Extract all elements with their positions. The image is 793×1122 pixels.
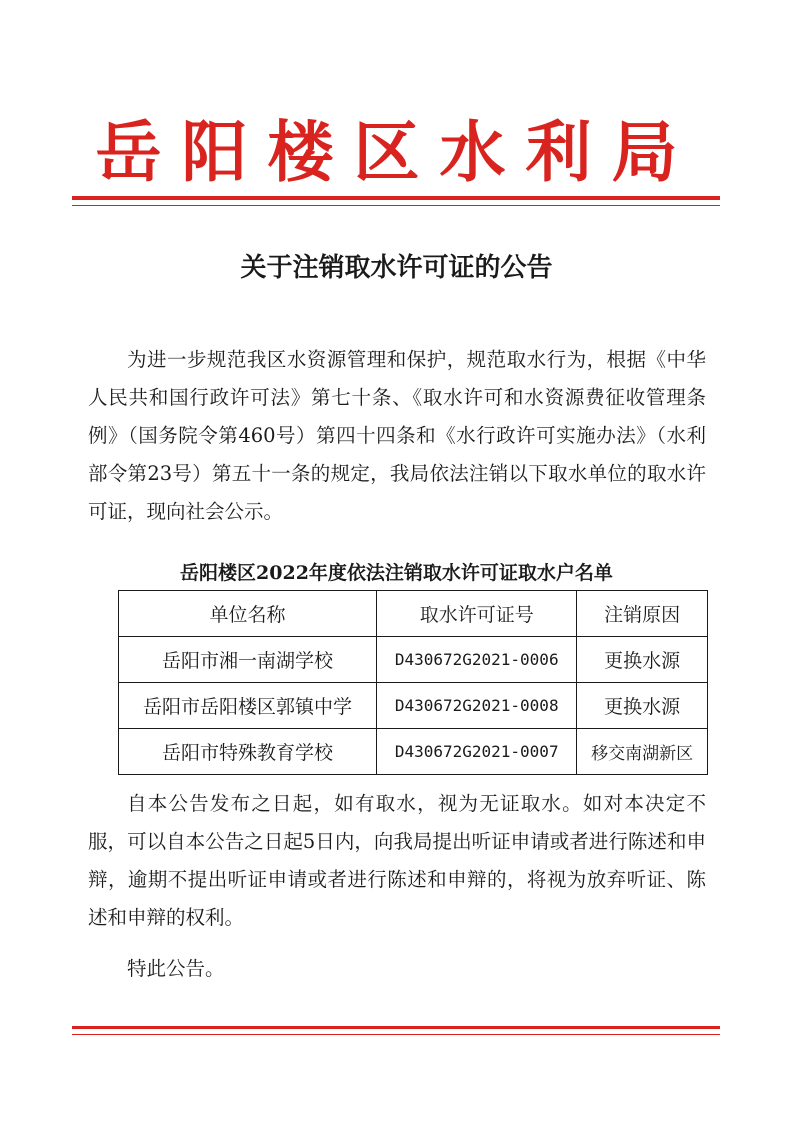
- letterhead-rule-thick: [72, 196, 720, 200]
- document-title: 关于注销取水许可证的公告: [240, 253, 553, 283]
- letterhead-rule-thin: [72, 205, 720, 206]
- paragraph-closing: 特此公告。: [127, 957, 225, 980]
- paragraph-legal-basis: 为进一步规范我区水资源管理和保护，规范取水行为，根据《中华人民共和国行政许可法》第七十条、《取水许可和水资源费征收管理条例》（国务院令第460号）第四十四条和《水行政许可实施办法》（水利部令第23号）第五十一条的规定，我局依法注销以下取水单位的取水许可证，现向社会公示。: [88, 348, 706, 523]
- paragraph-appeal-notice: 自本公告发布之日起，如有取水，视为无证取水。如对本决定不服，可以自本公告之日起5日内，向我局提出听证申请或者进行陈述和申辩，逾期不提出听证申请或者进行陈述和申辩的，将视为放弃听证、陈述和申辩的权利。: [88, 792, 706, 929]
- table-row: [119, 637, 708, 683]
- header-unit-name: 单位名称: [119, 591, 377, 637]
- cell-revocation-reason: 移交南湖新区: [577, 729, 708, 775]
- cell-revocation-reason: 更换水源: [577, 683, 708, 729]
- cell-permit-number: D430672G2021-0007: [377, 729, 577, 775]
- footer-rule-thin: [72, 1034, 720, 1035]
- table-row: [119, 729, 708, 775]
- cell-revocation-reason: 更换水源: [577, 637, 708, 683]
- header-revocation-reason: 注销原因: [577, 591, 708, 637]
- table-header-row: [119, 591, 708, 637]
- table-title: 岳阳楼区2022年度依法注销取水许可证取水户名单: [180, 562, 613, 584]
- table-row: [119, 683, 708, 729]
- cell-permit-number: D430672G2021-0008: [377, 683, 577, 729]
- letterhead-agency-name: 岳阳楼区水利局: [95, 113, 698, 191]
- footer-rule-thick: [72, 1026, 720, 1029]
- cell-unit-name: 岳阳市岳阳楼区郭镇中学: [119, 683, 377, 729]
- revoked-permits-table: [118, 590, 708, 775]
- cell-unit-name: 岳阳市湘一南湖学校: [119, 637, 377, 683]
- header-permit-number: 取水许可证号: [377, 591, 577, 637]
- cell-permit-number: D430672G2021-0006: [377, 637, 577, 683]
- cell-unit-name: 岳阳市特殊教育学校: [119, 729, 377, 775]
